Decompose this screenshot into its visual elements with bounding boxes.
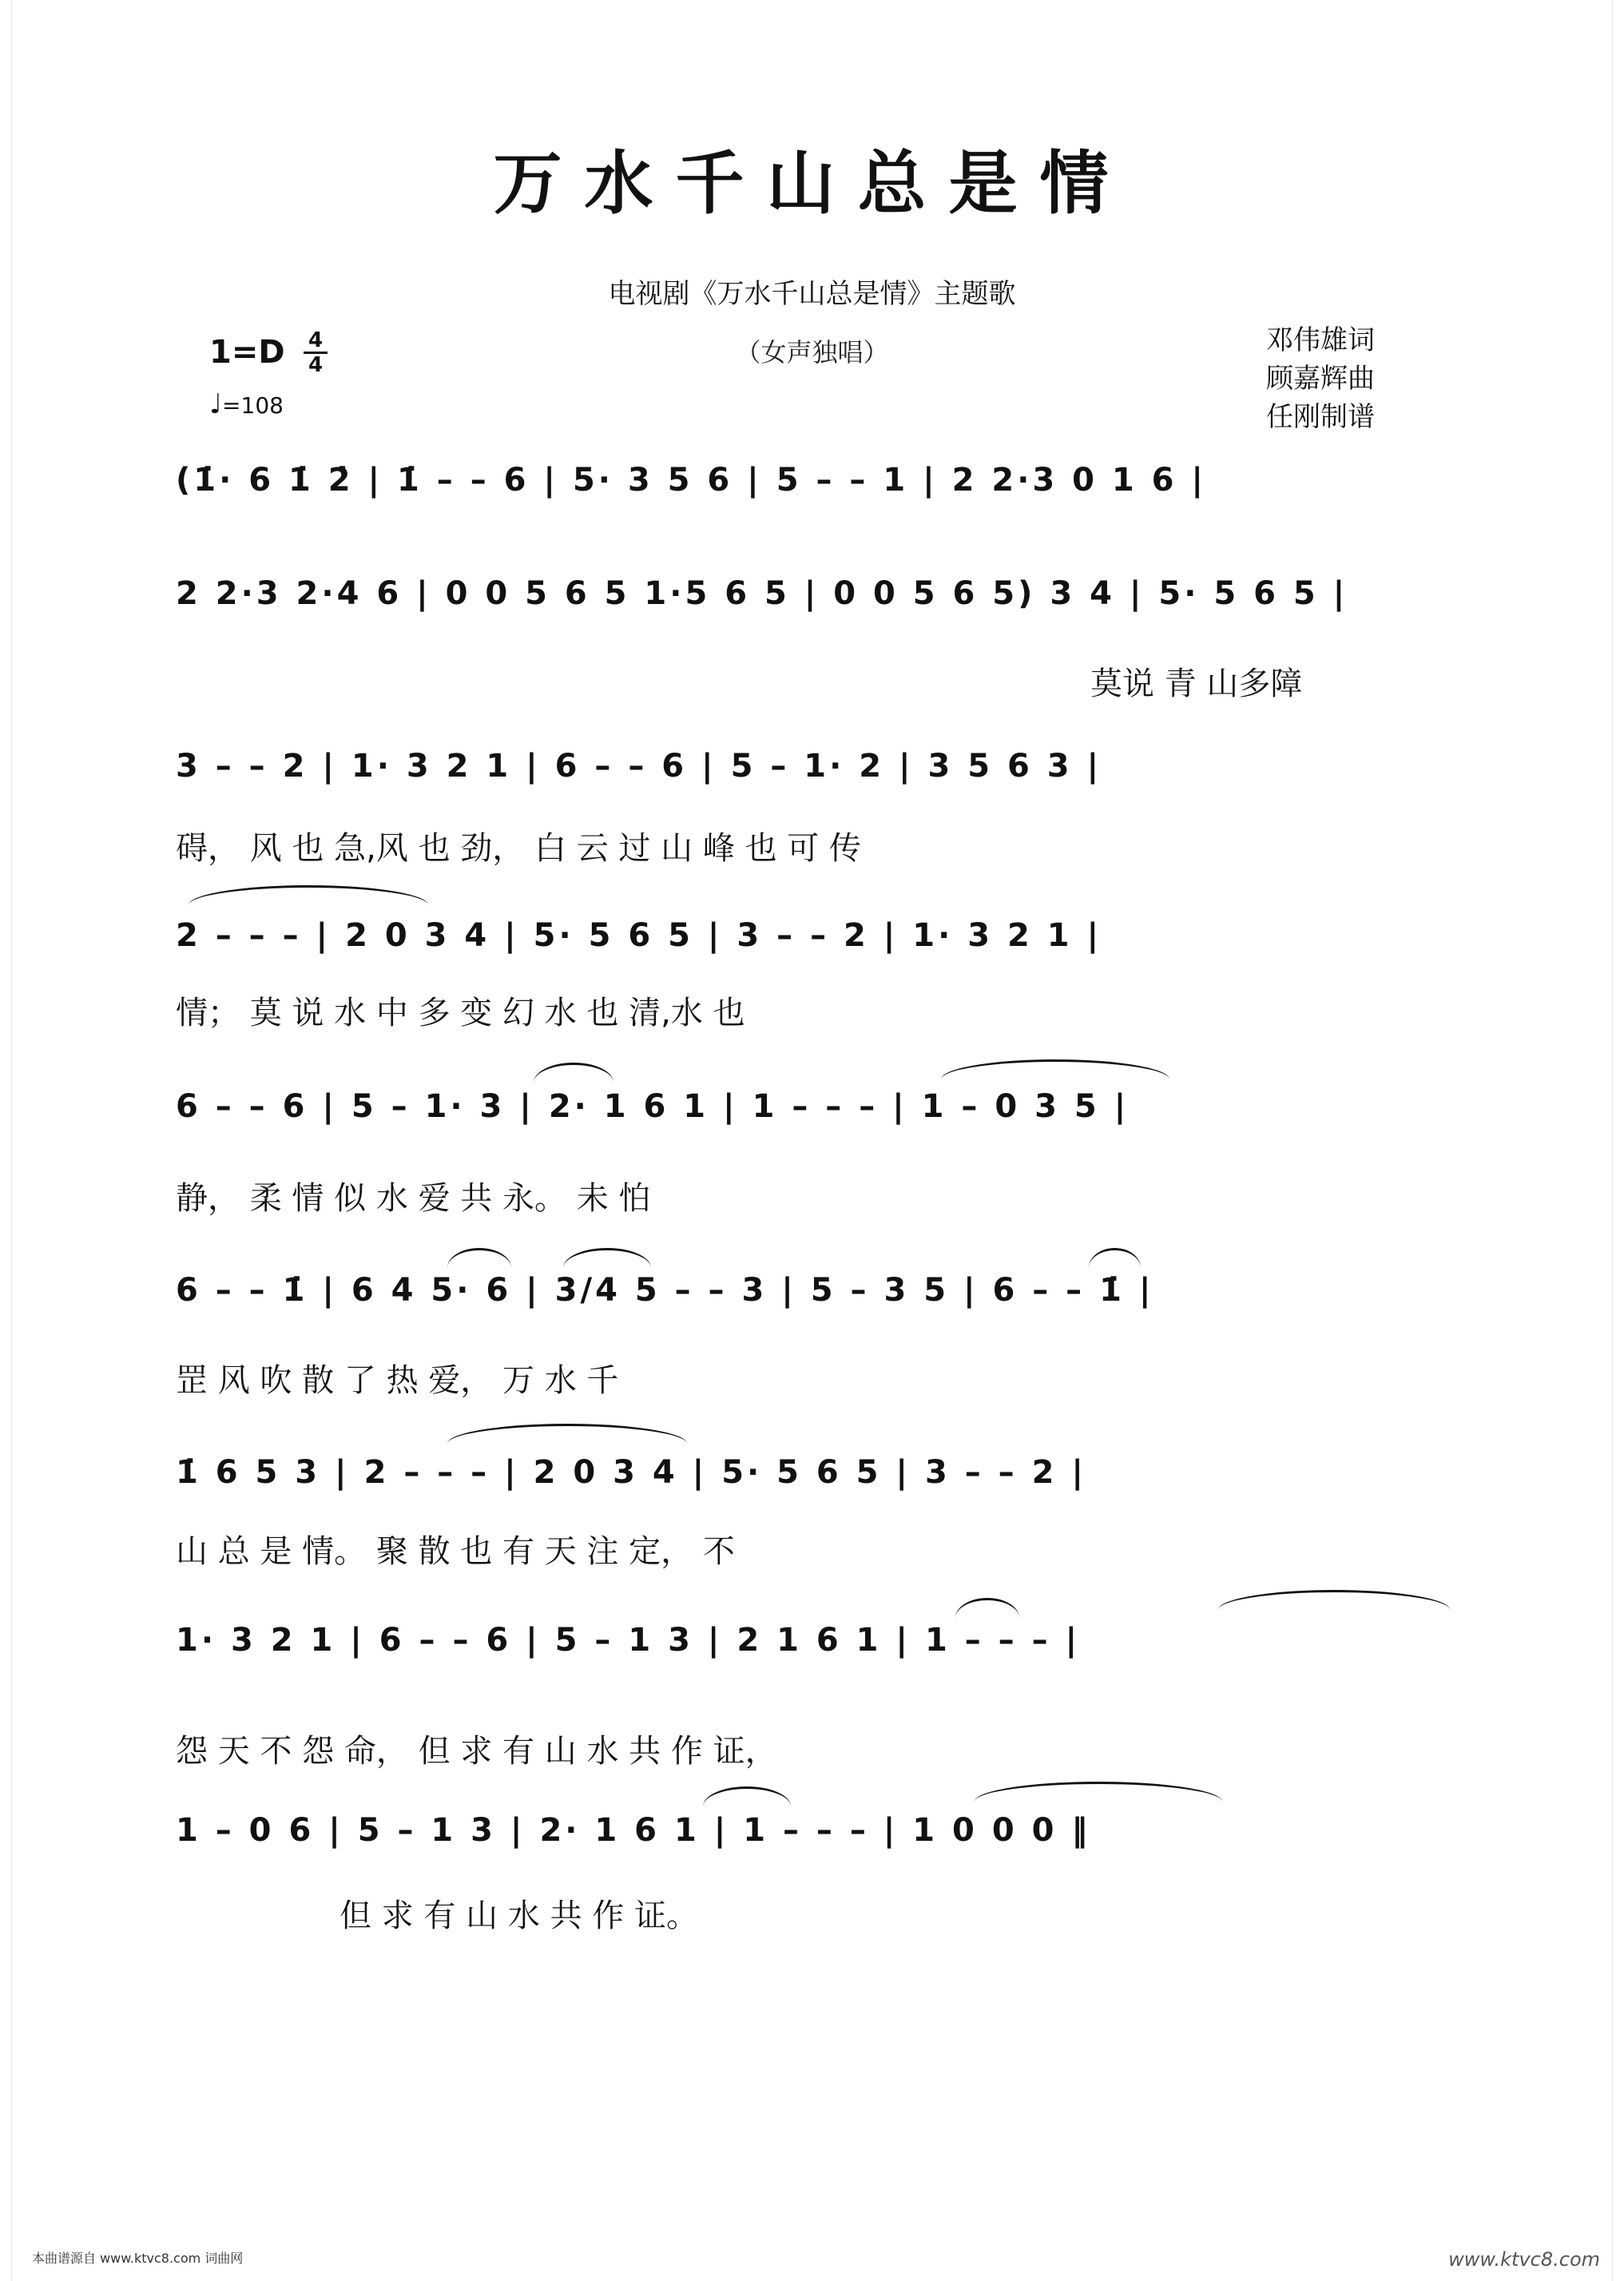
slur-arc <box>1089 1248 1141 1268</box>
tempo-value: =108 <box>222 392 284 419</box>
slur-arc <box>534 1063 613 1083</box>
staff-line-9-lyrics: 但 求 有 山 水 共 作 证。 <box>339 1898 699 1934</box>
tie-arc <box>975 1782 1222 1802</box>
time-signature <box>304 329 328 376</box>
song-subtitle: 电视剧《万水千山总是情》主题歌 <box>608 278 1016 310</box>
staff-line-7-lyrics: 山 总 是 情。 聚 散 也 有 天 注 定， 不 <box>176 1533 735 1570</box>
staff-line-2 <box>176 575 1454 614</box>
staff-line-3 <box>176 748 1454 786</box>
song-title: 万水千山总是情 <box>493 143 1131 224</box>
staff-line-1-notes: (1̇· 6 1̇ 2̇ | 1̇ – – 6 | 5· 3 5 6 | 5 – – 1 | 2 2·3 0 1 6 | <box>176 462 1207 499</box>
footer-source: 本曲谱源自 www.ktvc8.com 词曲网 <box>32 2251 244 2266</box>
tie-arc <box>447 1424 687 1444</box>
staff-line-5-notes: 6 – – 6 | 5 – 1· 3 | 2· 1 6 1 | 1 – – – | 1 – 0 3 5 | <box>176 1088 1130 1125</box>
staff-line-3-notes: 3 – – 2 | 1· 3 2 1 | 6 – – 6 | 5 – 1· 2 | 3 5 6 3 | <box>176 748 1102 785</box>
staff-line-7 <box>176 1454 1454 1492</box>
slur-arc <box>447 1248 511 1268</box>
tie-arc <box>189 885 428 905</box>
credits <box>1266 321 1375 436</box>
staff-line-5 <box>176 1088 1454 1127</box>
staff-line-8-notes: 1· 3 2 1 | 6 – – 6 | 5 – 1 3 | 2 1 6 1 | 1 – – – | <box>176 1622 1081 1659</box>
staff-line-6 <box>176 1272 1454 1310</box>
staff-line-4-lyrics: 情； 莫 说 水 中 多 变 幻 水 也 清,水 也 <box>176 995 745 1031</box>
staff-line-4-notes: 2 – – – | 2 0 3 4 | 5· 5 6 5 | 3 – – 2 | 1· 3 2 1 | <box>176 917 1102 954</box>
staff-line-1 <box>176 462 1454 500</box>
staff-line-5-lyrics: 静， 柔 情 似 水 爱 共 永。 未 怕 <box>176 1180 651 1217</box>
staff-line-2-lyrics: 莫说 青 山多障 <box>1090 666 1303 702</box>
staff-line-8 <box>176 1622 1454 1660</box>
staff-line-3-lyrics: 碍， 风 也 急,风 也 劲， 白 云 过 山 峰 也 可 传 <box>176 830 862 867</box>
lyricist-credit: 邓伟雄词 <box>1266 324 1375 356</box>
quarter-note-icon: ♩ <box>209 388 223 420</box>
staff-line-8-lyrics: 怨 天 不 怨 命， 但 求 有 山 水 共 作 证， <box>176 1733 777 1770</box>
key-signature: 1=D <box>209 334 285 371</box>
time-signature-denominator: 4 <box>308 353 324 377</box>
staff-line-9-notes: 1 – 0 6 | 5 – 1 3 | 2· 1 6 1 | 1 – – – | 1 0 0 0 ‖ <box>176 1812 1091 1849</box>
staff-line-6-notes: 6 – – 1̇ | 6 4 5· 6 | 3/4 5 – – 3 | 5 – 3 5 | 6 – – 1̇ | <box>176 1272 1154 1309</box>
staff-line-7-notes: 1̇ 6 5 3 | 2 – – – | 2 0 3 4 | 5· 5 6 5 | 3 – – 2 | <box>176 1454 1086 1491</box>
tie-arc <box>941 1059 1169 1079</box>
slur-arc <box>955 1598 1019 1618</box>
staff-line-2-notes: 2 2·3 2·4 6 | 0 0 5 6 5 1·5 6 5 | 0 0 5 6 5) 3 4 | 5· 5 6 5 | <box>176 575 1348 612</box>
footer-site-logo: www.ktvc8.com <box>1448 2248 1600 2271</box>
tempo-marking <box>209 388 284 420</box>
staff-line-4 <box>176 917 1454 956</box>
composer-credit: 顾嘉辉曲 <box>1266 363 1375 395</box>
staff-line-9 <box>176 1812 1454 1850</box>
performance-note: （女声独唱） <box>735 337 889 368</box>
staff-line-6-lyrics: 罡 风 吹 散 了 热 爱， 万 水 千 <box>176 1362 619 1399</box>
tie-arc <box>1218 1590 1450 1610</box>
transcriber-credit: 任刚制谱 <box>1266 401 1375 433</box>
slur-arc <box>563 1248 651 1268</box>
time-signature-numerator: 4 <box>304 329 328 354</box>
slur-arc <box>703 1786 791 1806</box>
